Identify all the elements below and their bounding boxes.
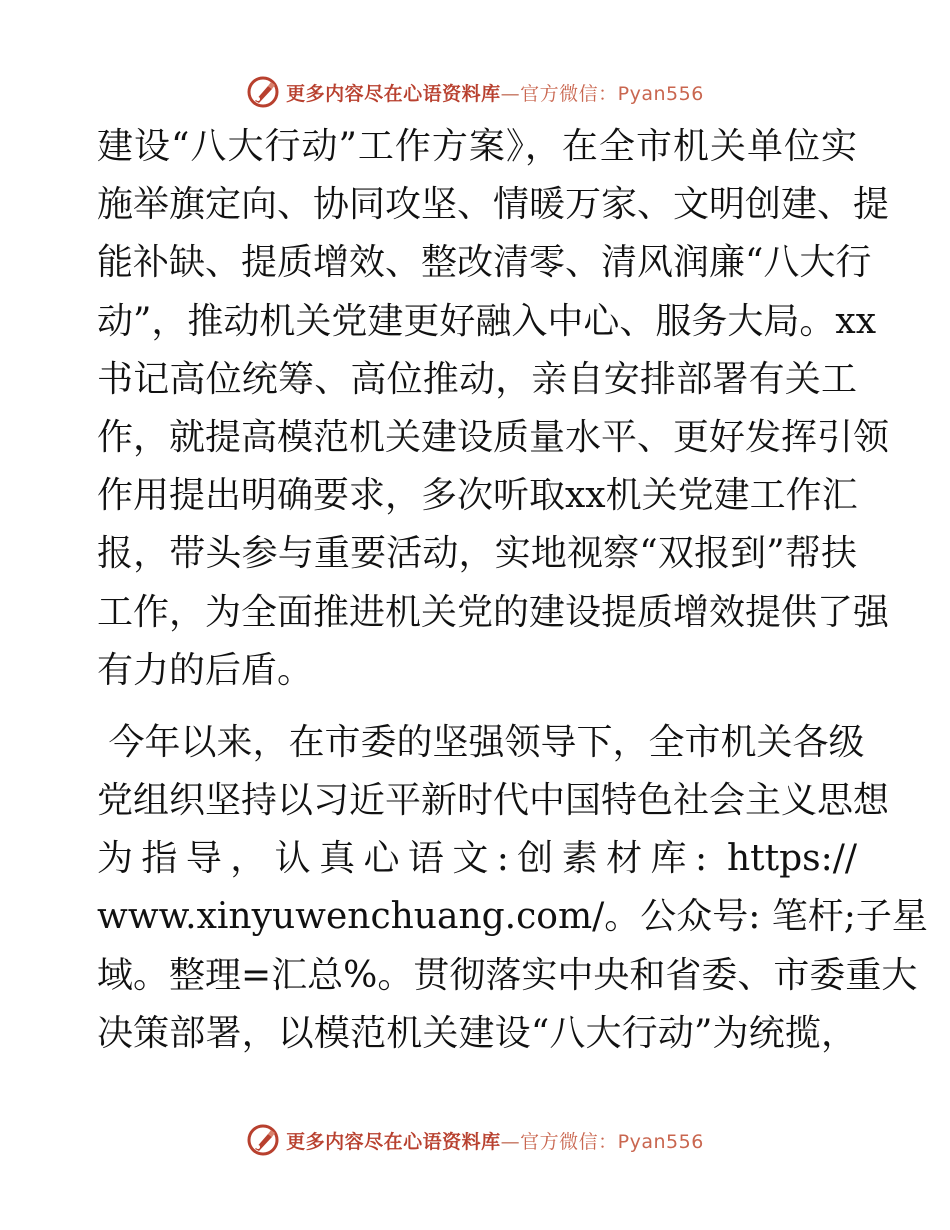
pen-logo-icon: [246, 1123, 280, 1157]
header-banner: [0, 72, 950, 112]
header-banner-separator: —: [500, 82, 521, 105]
document-body: [97, 118, 928, 1063]
pen-logo-icon: [246, 75, 280, 109]
text-line: 书记高位统筹、高位推动，亲自安排部署有关工: [97, 358, 857, 400]
footer-banner-main: 更多内容尽在心语资料库: [286, 1130, 501, 1153]
header-banner-text: [286, 79, 704, 106]
text-line: 施举旗定向、协同攻坚、情暖万家、文明创建、提: [97, 184, 890, 226]
text-line: 作用提出明确要求，多次听取xx机关党建工作汇: [97, 475, 858, 517]
paragraph-2: [97, 714, 928, 1063]
header-banner-sub: 官方微信：Pyan556: [520, 82, 704, 105]
text-line: 工作，为全面推进机关党的建设提质增效提供了强: [97, 591, 890, 633]
header-banner-main: 更多内容尽在心语资料库: [286, 82, 501, 105]
text-line: 为指导，认真心语文:创素材库: https://: [97, 838, 857, 880]
footer-banner: [0, 1120, 950, 1160]
text-line: 能补缺、提质增效、整改清零、清风润廉“八大行: [97, 242, 872, 284]
footer-banner-sub: 官方微信：Pyan556: [520, 1130, 704, 1153]
text-line: 建设“八大行动”工作方案》，在全市机关单位实: [97, 126, 857, 167]
text-line: 今年以来，在市委的坚强领导下，全市机关各级: [97, 721, 865, 763]
text-line: 报，带头参与重要活动，实地视察“双报到”帮扶: [97, 533, 857, 575]
text-line: 决策部署，以模范机关建设“八大行动”为统揽，: [97, 1012, 857, 1054]
paragraph-1: [97, 118, 890, 700]
text-line: 域。整理=汇总%。贯彻落实中央和省委、市委重大: [97, 954, 918, 996]
text-line: 党组织坚持以习近平新时代中国特色社会主义思想: [97, 780, 890, 822]
text-line: www.xinyuwenchuang.com/。公众号: 笔杆;子星: [97, 896, 928, 938]
text-line: 动”，推动机关党建更好融入中心、服务大局。xx: [97, 300, 877, 342]
text-line: 作，就提高模范机关建设质量水平、更好发挥引领: [97, 416, 890, 458]
footer-banner-text: [286, 1127, 704, 1154]
footer-banner-separator: —: [500, 1130, 521, 1153]
text-line: 有力的后盾。: [97, 649, 314, 691]
